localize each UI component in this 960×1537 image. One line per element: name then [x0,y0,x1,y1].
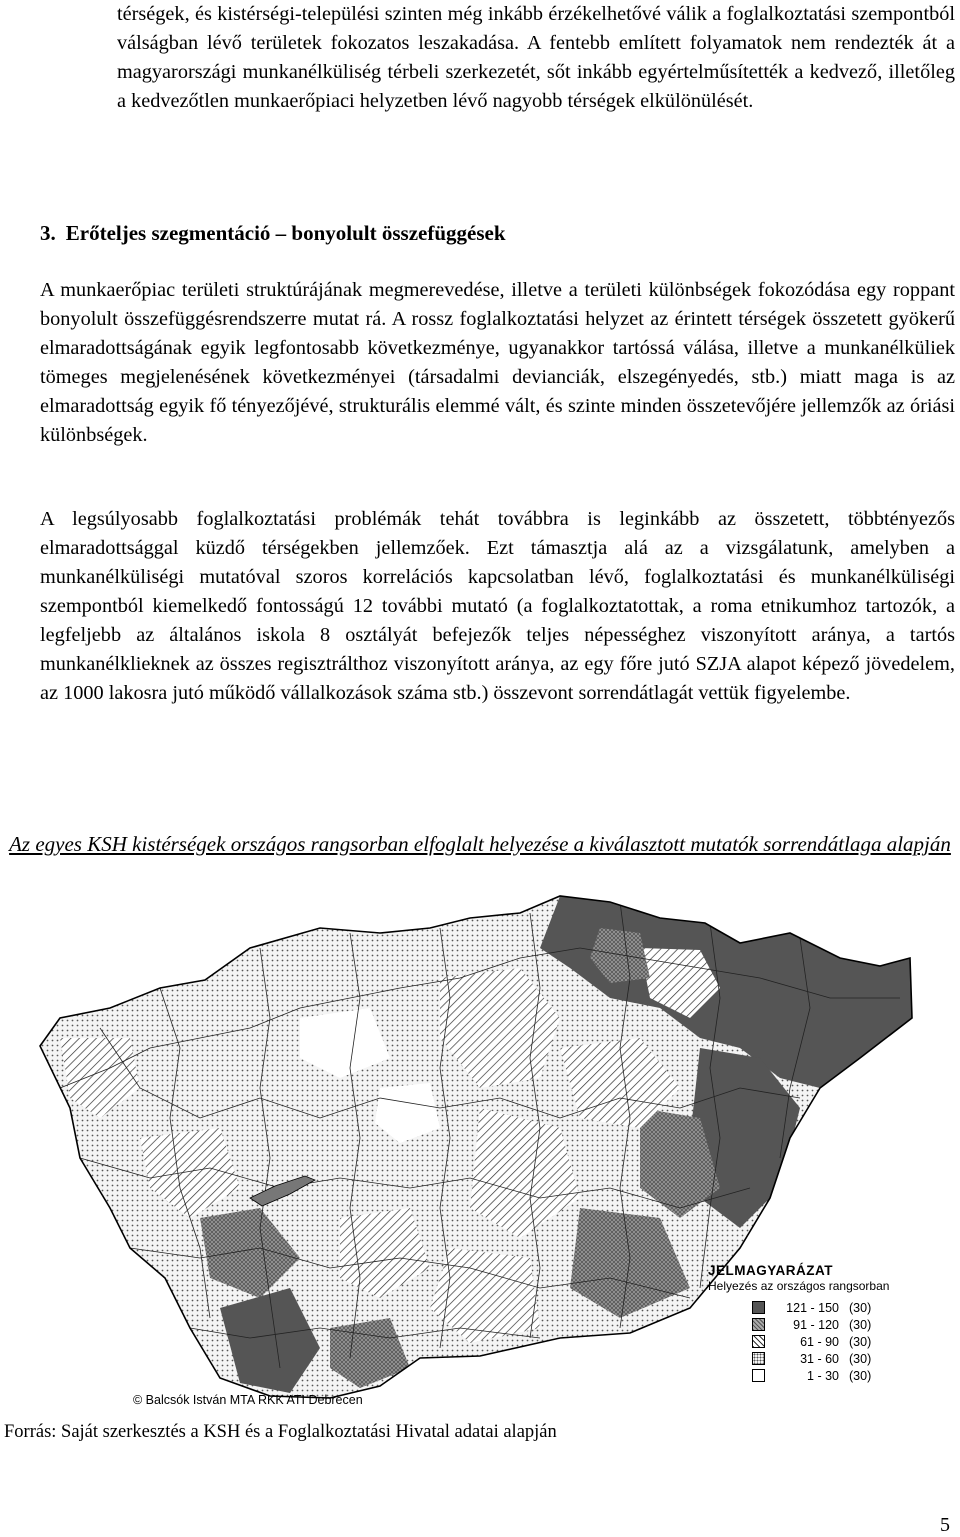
legend-item [752,1299,948,1316]
legend-count: (30) [849,1334,872,1349]
legend-swatch-dark [752,1301,765,1314]
body-paragraph-3: A legsúlyosabb foglalkoztatási problémák tehát továbbra is leginkább az összetett, többtényezős elmaradottsággal küzdő térségekben jellemzőek. Ezt támasztja alá az a vizsgálatunk, amelyben a munkanélküliségi mutatóval szoros korrelációs kapcsolatban lévő, foglalkoztatási és munkanélküliségi szempontból kiemelkedő fontosságú 12 további mutató (a foglalkoztatottak, a roma etnikumhoz tartozók, a legfeljebb az általános iskola 8 osztályát befejezők teljes népességhez viszonyított aránya, a tartós munkanélklieknek az összes regisztrálthoz viszonyított aránya, az egy főre jutó SZJA alapot képező jövedelem, az 1000 lakosra jutó működő vállalkozások száma stb.) összevont sorrendátlagát vettük figyelembe. [40,508,955,704]
legend-item [752,1316,948,1333]
page-number: 5 [940,1514,950,1536]
legend-count: (30) [849,1317,872,1332]
legend-item [752,1333,948,1350]
figure-source: Forrás: Saját szerkesztés a KSH és a Foglalkoztatási Hivatal adatai alapján [4,1422,557,1442]
legend-title: JELMAGYARÁZAT [708,1263,834,1278]
legend-range: 31 - 60 [800,1351,839,1366]
legend-item [752,1350,948,1367]
legend-range: 1 - 30 [807,1368,839,1383]
map-copyright: © Balcsók István MTA RKK ATI Debrecen [133,1393,363,1407]
legend-count: (30) [849,1368,872,1383]
legend-range: 121 - 150 [786,1300,839,1315]
legend-swatch-white [752,1369,765,1382]
legend-range: 61 - 90 [800,1334,839,1349]
intro-paragraph: térségek, és kistérségi-települési szinten még inkább érzékelhetővé válik a foglalkoztatási szempontból válságban lévő területek fokozatos leszakadása. A fentebb említett folyamatok nem rendezték át a magyarországi munkanélküliség térbeli szerkezetét, sőt inkább egyértelműsítették a kedvező, illetőleg a kedvezőtlen munkaerőpiaci helyzetben lévő nagyobb térségek elkülönülését. [117,3,955,112]
legend-item [752,1367,948,1384]
legend-count: (30) [849,1300,872,1315]
legend-count: (30) [849,1351,872,1366]
body-paragraph-2: A munkaerőpiac területi struktúrájának megmerevedése, illetve a területi különbségek fokozódása egy roppant bonyolult összefüggésrendszerre mutat rá. A rossz foglalkoztatási helyzet az érintett térségek összetett gyökerű elmaradottságának egyik legfontosabb következménye, ugyanakkor tartóssá válása, illetve a munkanélküliek tömeges megjelenésének következményei (társadalmi devianciák, elszegényedés, stb.) miatt maga is az elmaradottság egyik fő tényezőjévé, strukturális elemmé vált, és szinte minden összetevőjére jellemzők az óriási különbségek. [40,279,955,446]
section-number: 3. [40,221,56,245]
section-title: Erőteljes szegmentáció – bonyolult összefüggések [65,221,506,245]
legend-subtitle: Helyezés az országos rangsorban [708,1279,890,1293]
legend-swatch-diagonal [752,1335,765,1348]
legend-range: 91 - 120 [793,1317,839,1332]
legend-swatch-dots [752,1352,765,1365]
map-legend [708,1263,948,1384]
figure-caption: Az egyes KSH kistérségek országos rangsorban elfoglalt helyezése a kiválasztott mutatók sorrendátlaga alapján [9,832,951,856]
section-heading [40,219,506,248]
legend-swatch-crosshatch [752,1318,765,1331]
